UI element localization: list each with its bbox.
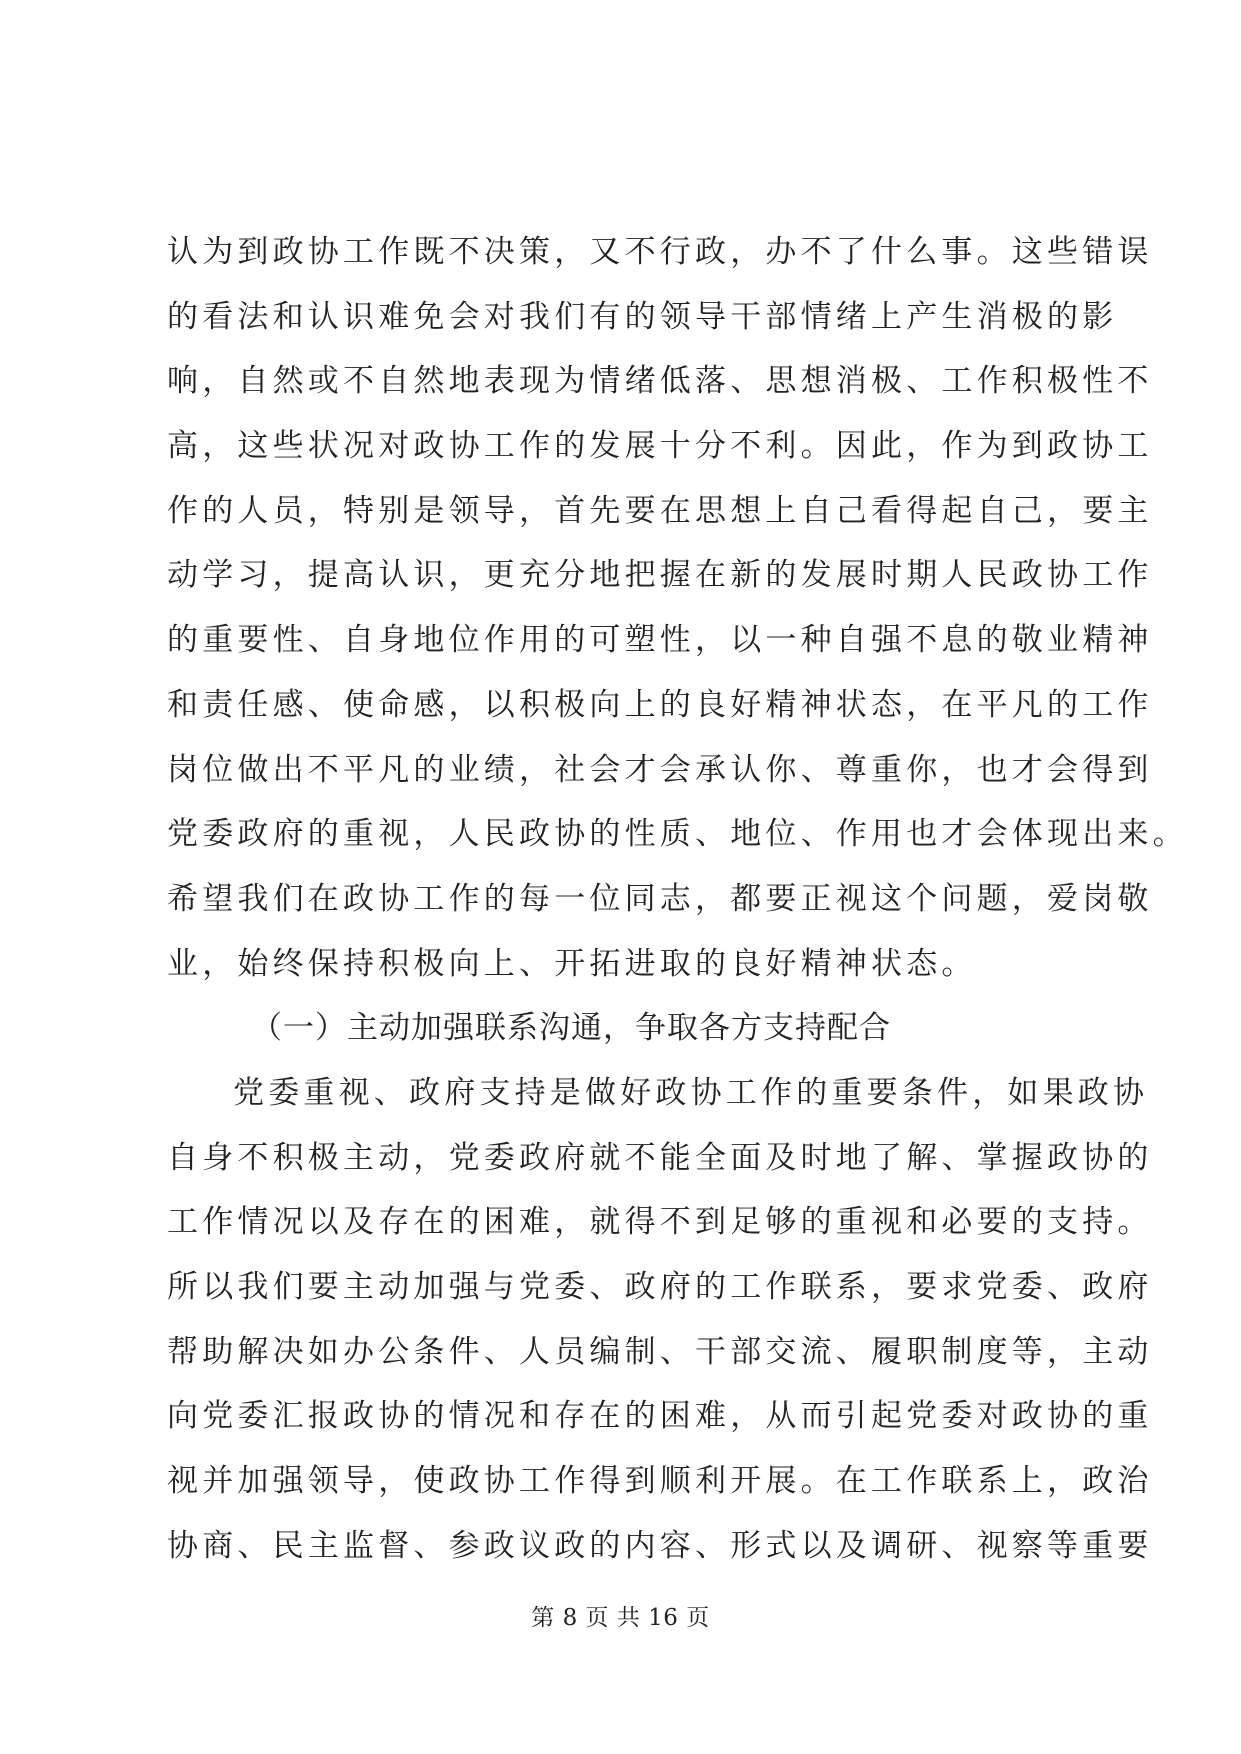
- text-line: 工作情况以及存在的困难，就得不到足够的重视和必要的支持。: [167, 1204, 1153, 1241]
- text-line: 协商、民主监督、参政议政的内容、形式以及调研、视察等重要: [167, 1527, 1153, 1564]
- text-line: 作的人员，特别是领导，首先要在思想上自己看得起自己，要主: [167, 492, 1153, 529]
- text-line: 希望我们在政协工作的每一位同志，都要正视这个问题，爱岗敬: [167, 880, 1153, 917]
- paragraph-first-line: 党委重视、政府支持是做好政协工作的重要条件，如果政协: [233, 1074, 1149, 1111]
- page-footer: 第 8 页 共 16 页: [531, 1605, 710, 1631]
- text-line: 高，这些状况对政协工作的发展十分不利。因此，作为到政协工: [167, 428, 1153, 465]
- text-line: 视并加强领导，使政协工作得到顺利开展。在工作联系上，政治: [167, 1463, 1153, 1500]
- text-line: 认为到政协工作既不决策，又不行政，办不了什么事。这些错误: [167, 234, 1153, 270]
- text-line: 自身不积极主动，党委政府就不能全面及时地了解、掌握政协的: [167, 1139, 1153, 1176]
- text-line: 岗位做出不平凡的业绩，社会才会承认你、尊重你，也才会得到: [167, 751, 1153, 788]
- document-body: [167, 232, 1188, 1590]
- text-line: 的重要性、自身地位作用的可塑性，以一种自强不息的敬业精神: [167, 622, 1153, 659]
- text-line: 动学习，提高认识，更充分地把握在新的发展时期人民政协工作: [167, 557, 1153, 594]
- section-heading: （一）主动加强联系沟通，争取各方支持配合: [251, 1010, 891, 1047]
- text-line: 和责任感、使命感，以积极向上的良好精神状态，在平凡的工作: [167, 686, 1153, 723]
- text-line: 向党委汇报政协的情况和存在的困难，从而引起党委对政协的重: [167, 1398, 1153, 1435]
- text-line: 党委政府的重视，人民政协的性质、地位、作用也才会体现出来。: [167, 816, 1188, 853]
- text-line: 响，自然或不自然地表现为情绪低落、思想消极、工作积极性不: [167, 363, 1153, 400]
- text-line: 帮助解决如办公条件、人员编制、干部交流、履职制度等，主动: [167, 1333, 1153, 1370]
- text-line: 业，始终保持积极向上、开拓进取的良好精神状态。: [167, 945, 977, 982]
- text-line: 的看法和认识难免会对我们有的领导干部情绪上产生消极的影: [167, 298, 1118, 335]
- text-line: 所以我们要主动加强与党委、政府的工作联系，要求党委、政府: [167, 1269, 1153, 1305]
